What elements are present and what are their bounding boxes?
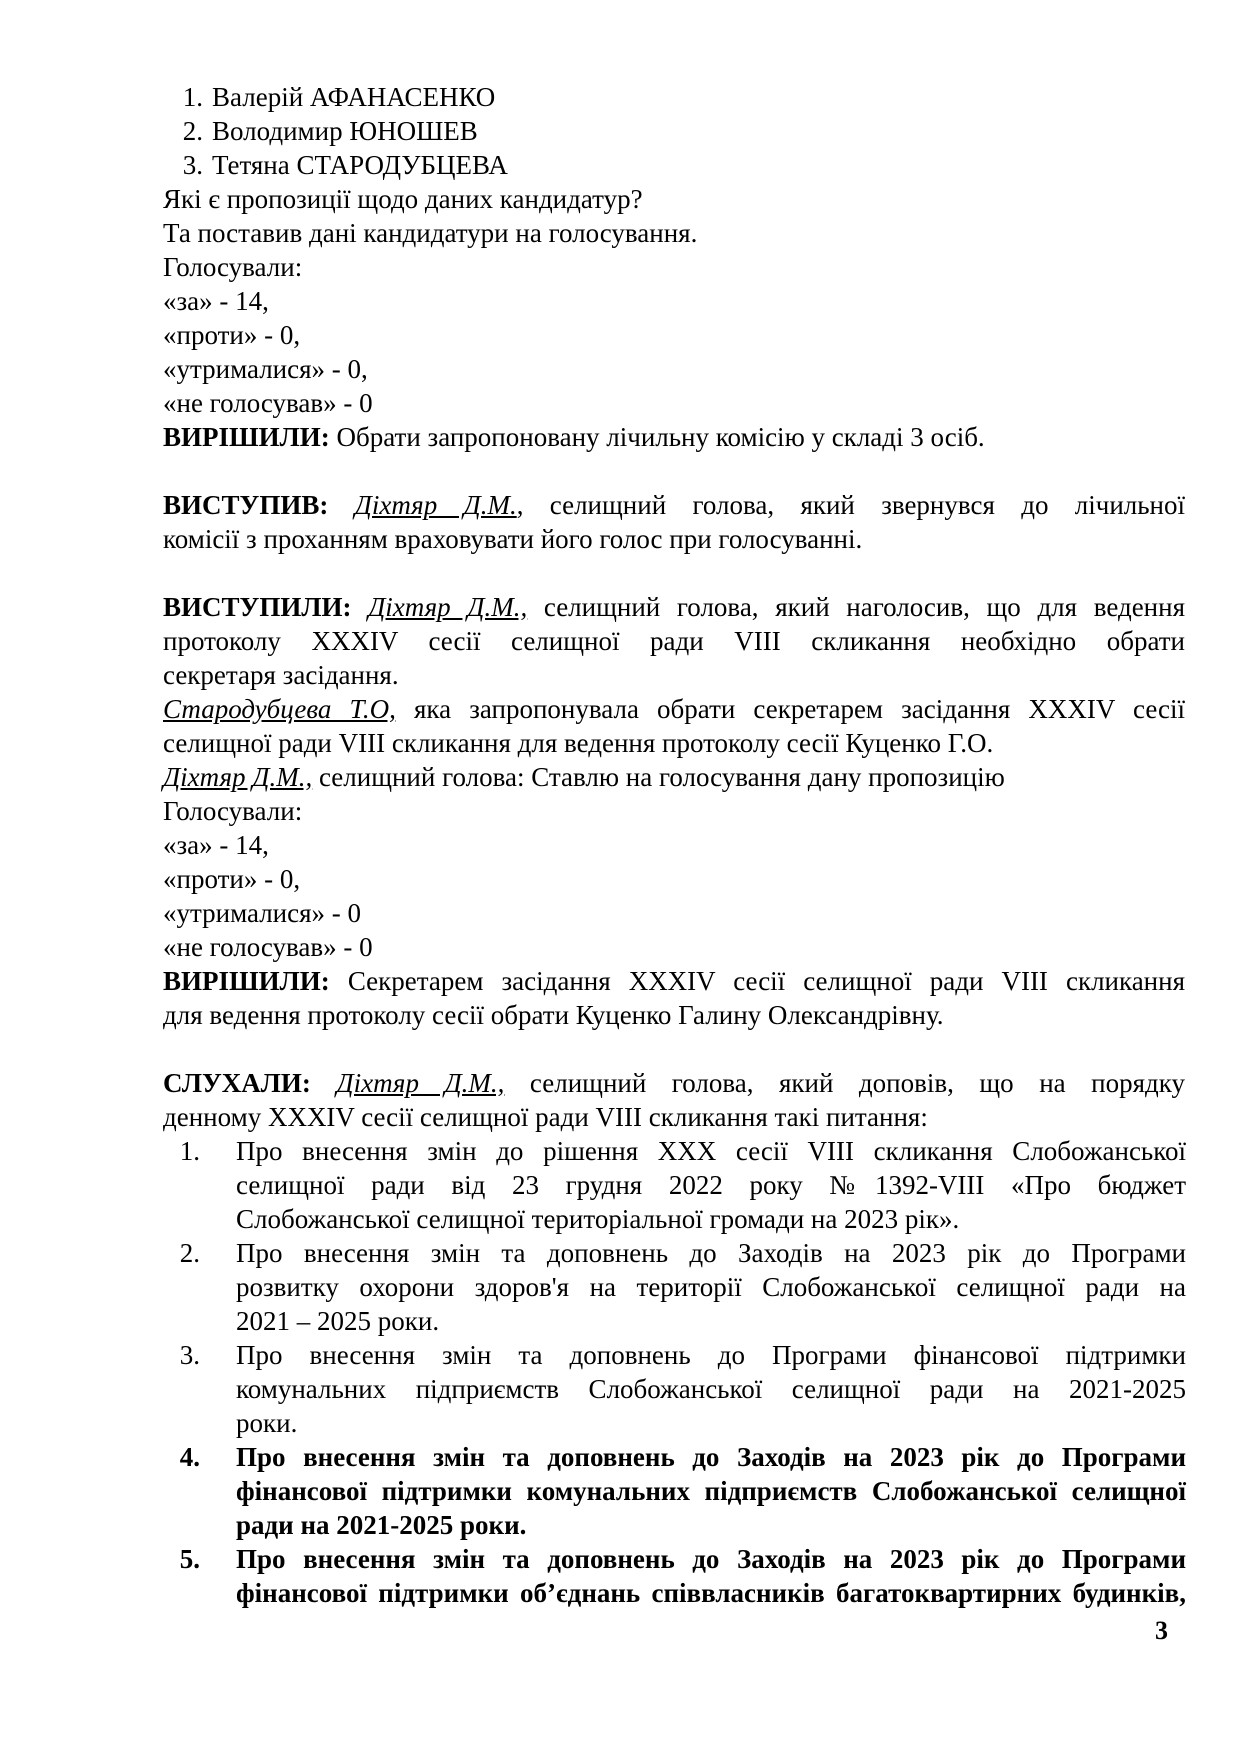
candidate-name: Володимир ЮНОШЕВ bbox=[212, 116, 478, 146]
voted-label: Голосували: bbox=[163, 252, 303, 282]
speech-text: , селищний голова, який звернувся до лічильної bbox=[516, 490, 1186, 520]
speech-label: ВИСТУПИЛИ: bbox=[163, 592, 352, 622]
speech-line: комісії з проханням враховувати його голос при голосуванні. bbox=[163, 524, 863, 554]
question-text: Які є пропозиції щодо даних кандидатур? bbox=[163, 184, 643, 214]
candidate-name: Валерій АФАНАСЕНКО bbox=[212, 82, 496, 112]
candidate-name: Тетяна СТАРОДУБЦЕВА bbox=[212, 150, 508, 180]
decision-line bbox=[163, 964, 1185, 998]
decided-label: ВИРІШИЛИ: bbox=[163, 966, 330, 996]
page-number: 3 bbox=[1155, 1616, 1168, 1645]
speech-line bbox=[163, 692, 1185, 726]
vote-not-voted: «не голосував» - 0 bbox=[163, 932, 373, 962]
speech-line: секретаря засідання. bbox=[163, 660, 399, 690]
heard-text: селищний голова, який доповів, що на порядку bbox=[504, 1068, 1186, 1098]
agenda-line: фінансової підтримки об’єднань співвласників багатоквартирних будинків, bbox=[236, 1578, 1186, 1608]
decided-text: Секретарем засідання XXXIV сесії селищної ради VIII скликання bbox=[329, 966, 1185, 996]
agenda-line: селищної ради від 23 грудня 2022 року №1392-VIII «Про бюджет bbox=[236, 1170, 1186, 1200]
agenda-line: Про внесення змін та доповнень до Програми фінансової підтримки bbox=[236, 1340, 1186, 1370]
agenda-item bbox=[236, 1338, 1186, 1440]
agenda-line: Про внесення змін та доповнень до Заходів на 2023 рік до Програми bbox=[236, 1442, 1186, 1472]
agenda-number: 3. bbox=[179, 1340, 200, 1370]
speech-line bbox=[163, 590, 1185, 624]
heard-label: СЛУХАЛИ: bbox=[163, 1068, 311, 1098]
agenda-number: 4. bbox=[179, 1442, 200, 1472]
heard-line: денному XXXIV сесії селищної ради VIII скликання такі питання: bbox=[163, 1102, 928, 1132]
speech-text: селищний голова: Ставлю на голосування дану пропозицію bbox=[312, 762, 1005, 792]
decision-line: для ведення протоколу сесії обрати Куценко Галину Олександрівну. bbox=[163, 1000, 944, 1030]
agenda-item bbox=[236, 1236, 1186, 1338]
agenda-line: Про внесення змін та доповнень до Заходів на 2023 рік до Програми bbox=[236, 1544, 1186, 1574]
speech-line: протоколу XXXIV сесії селищної ради VIII скликання необхідно обрати bbox=[163, 626, 1185, 656]
vote-against: «проти» - 0, bbox=[163, 320, 301, 350]
list-number: 3. bbox=[182, 150, 203, 180]
agenda-line: розвитку охорони здоров'я на території Слобожанської селищної ради на bbox=[236, 1272, 1186, 1302]
vote-against: «проти» - 0, bbox=[163, 864, 301, 894]
heard-line bbox=[163, 1066, 1185, 1100]
speaker-name: Стародубцева Т.О, bbox=[163, 694, 396, 724]
speech-line bbox=[163, 488, 1185, 522]
list-number: 1. bbox=[182, 82, 203, 112]
agenda-item bbox=[236, 1542, 1186, 1610]
agenda-line: роки. bbox=[236, 1408, 298, 1438]
vote-abstained: «утрималися» - 0, bbox=[163, 354, 368, 384]
agenda-number: 5. bbox=[179, 1544, 200, 1574]
agenda-number: 1. bbox=[179, 1136, 200, 1166]
vote-for: «за» - 14, bbox=[163, 830, 269, 860]
voted-label: Голосували: bbox=[163, 796, 303, 826]
decided-label: ВИРІШИЛИ: bbox=[163, 422, 330, 452]
vote-abstained: «утрималися» - 0 bbox=[163, 898, 362, 928]
speaker-name: Діхтяр Д.М. bbox=[354, 490, 517, 520]
agenda-line: комунальних підприємств Слобожанської селищної ради на 2021-2025 bbox=[236, 1374, 1186, 1404]
speech-line bbox=[163, 760, 1185, 794]
agenda-line: ради на 2021-2025 роки. bbox=[236, 1510, 527, 1540]
speaker-name: Діхтяр Д.М., bbox=[336, 1068, 505, 1098]
vote-for: «за» - 14, bbox=[163, 286, 269, 316]
agenda-line: Про внесення змін до рішення ХХХ сесії VIII скликання Слобожанської bbox=[236, 1136, 1186, 1166]
agenda-line: Слобожанської селищної територіальної громади на 2023 рік». bbox=[236, 1204, 960, 1234]
agenda-item bbox=[236, 1440, 1186, 1542]
agenda-item bbox=[236, 1134, 1186, 1236]
speaker-name: Діхтяр Д.М., bbox=[163, 762, 313, 792]
speech-text: яка запропонувала обрати секретарем засідання XXXIV сесії bbox=[395, 694, 1185, 724]
list-number: 2. bbox=[182, 116, 203, 146]
agenda-line: Про внесення змін та доповнень до Заходів на 2023 рік до Програми bbox=[236, 1238, 1186, 1268]
speaker-name: Діхтяр Д.М., bbox=[368, 592, 528, 622]
agenda-line: фінансової підтримки комунальних підприємств Слобожанської селищної bbox=[236, 1476, 1186, 1506]
speech-line: селищної ради VIII скликання для ведення протоколу сесії Куценко Г.О. bbox=[163, 728, 994, 758]
agenda-line: 2021 – 2025 роки. bbox=[236, 1306, 440, 1336]
decided-text: Обрати запропоновану лічильну комісію у складі 3 осіб. bbox=[329, 422, 985, 452]
speech-text: селищний голова, який наголосив, що для ведення bbox=[527, 592, 1185, 622]
agenda-number: 2. bbox=[179, 1238, 200, 1268]
vote-not-voted: «не голосував» - 0 bbox=[163, 388, 373, 418]
speech-label: ВИСТУПИВ: bbox=[163, 490, 329, 520]
vote-text: Та поставив дані кандидатури на голосування. bbox=[163, 218, 698, 248]
decision-line bbox=[163, 420, 1185, 454]
